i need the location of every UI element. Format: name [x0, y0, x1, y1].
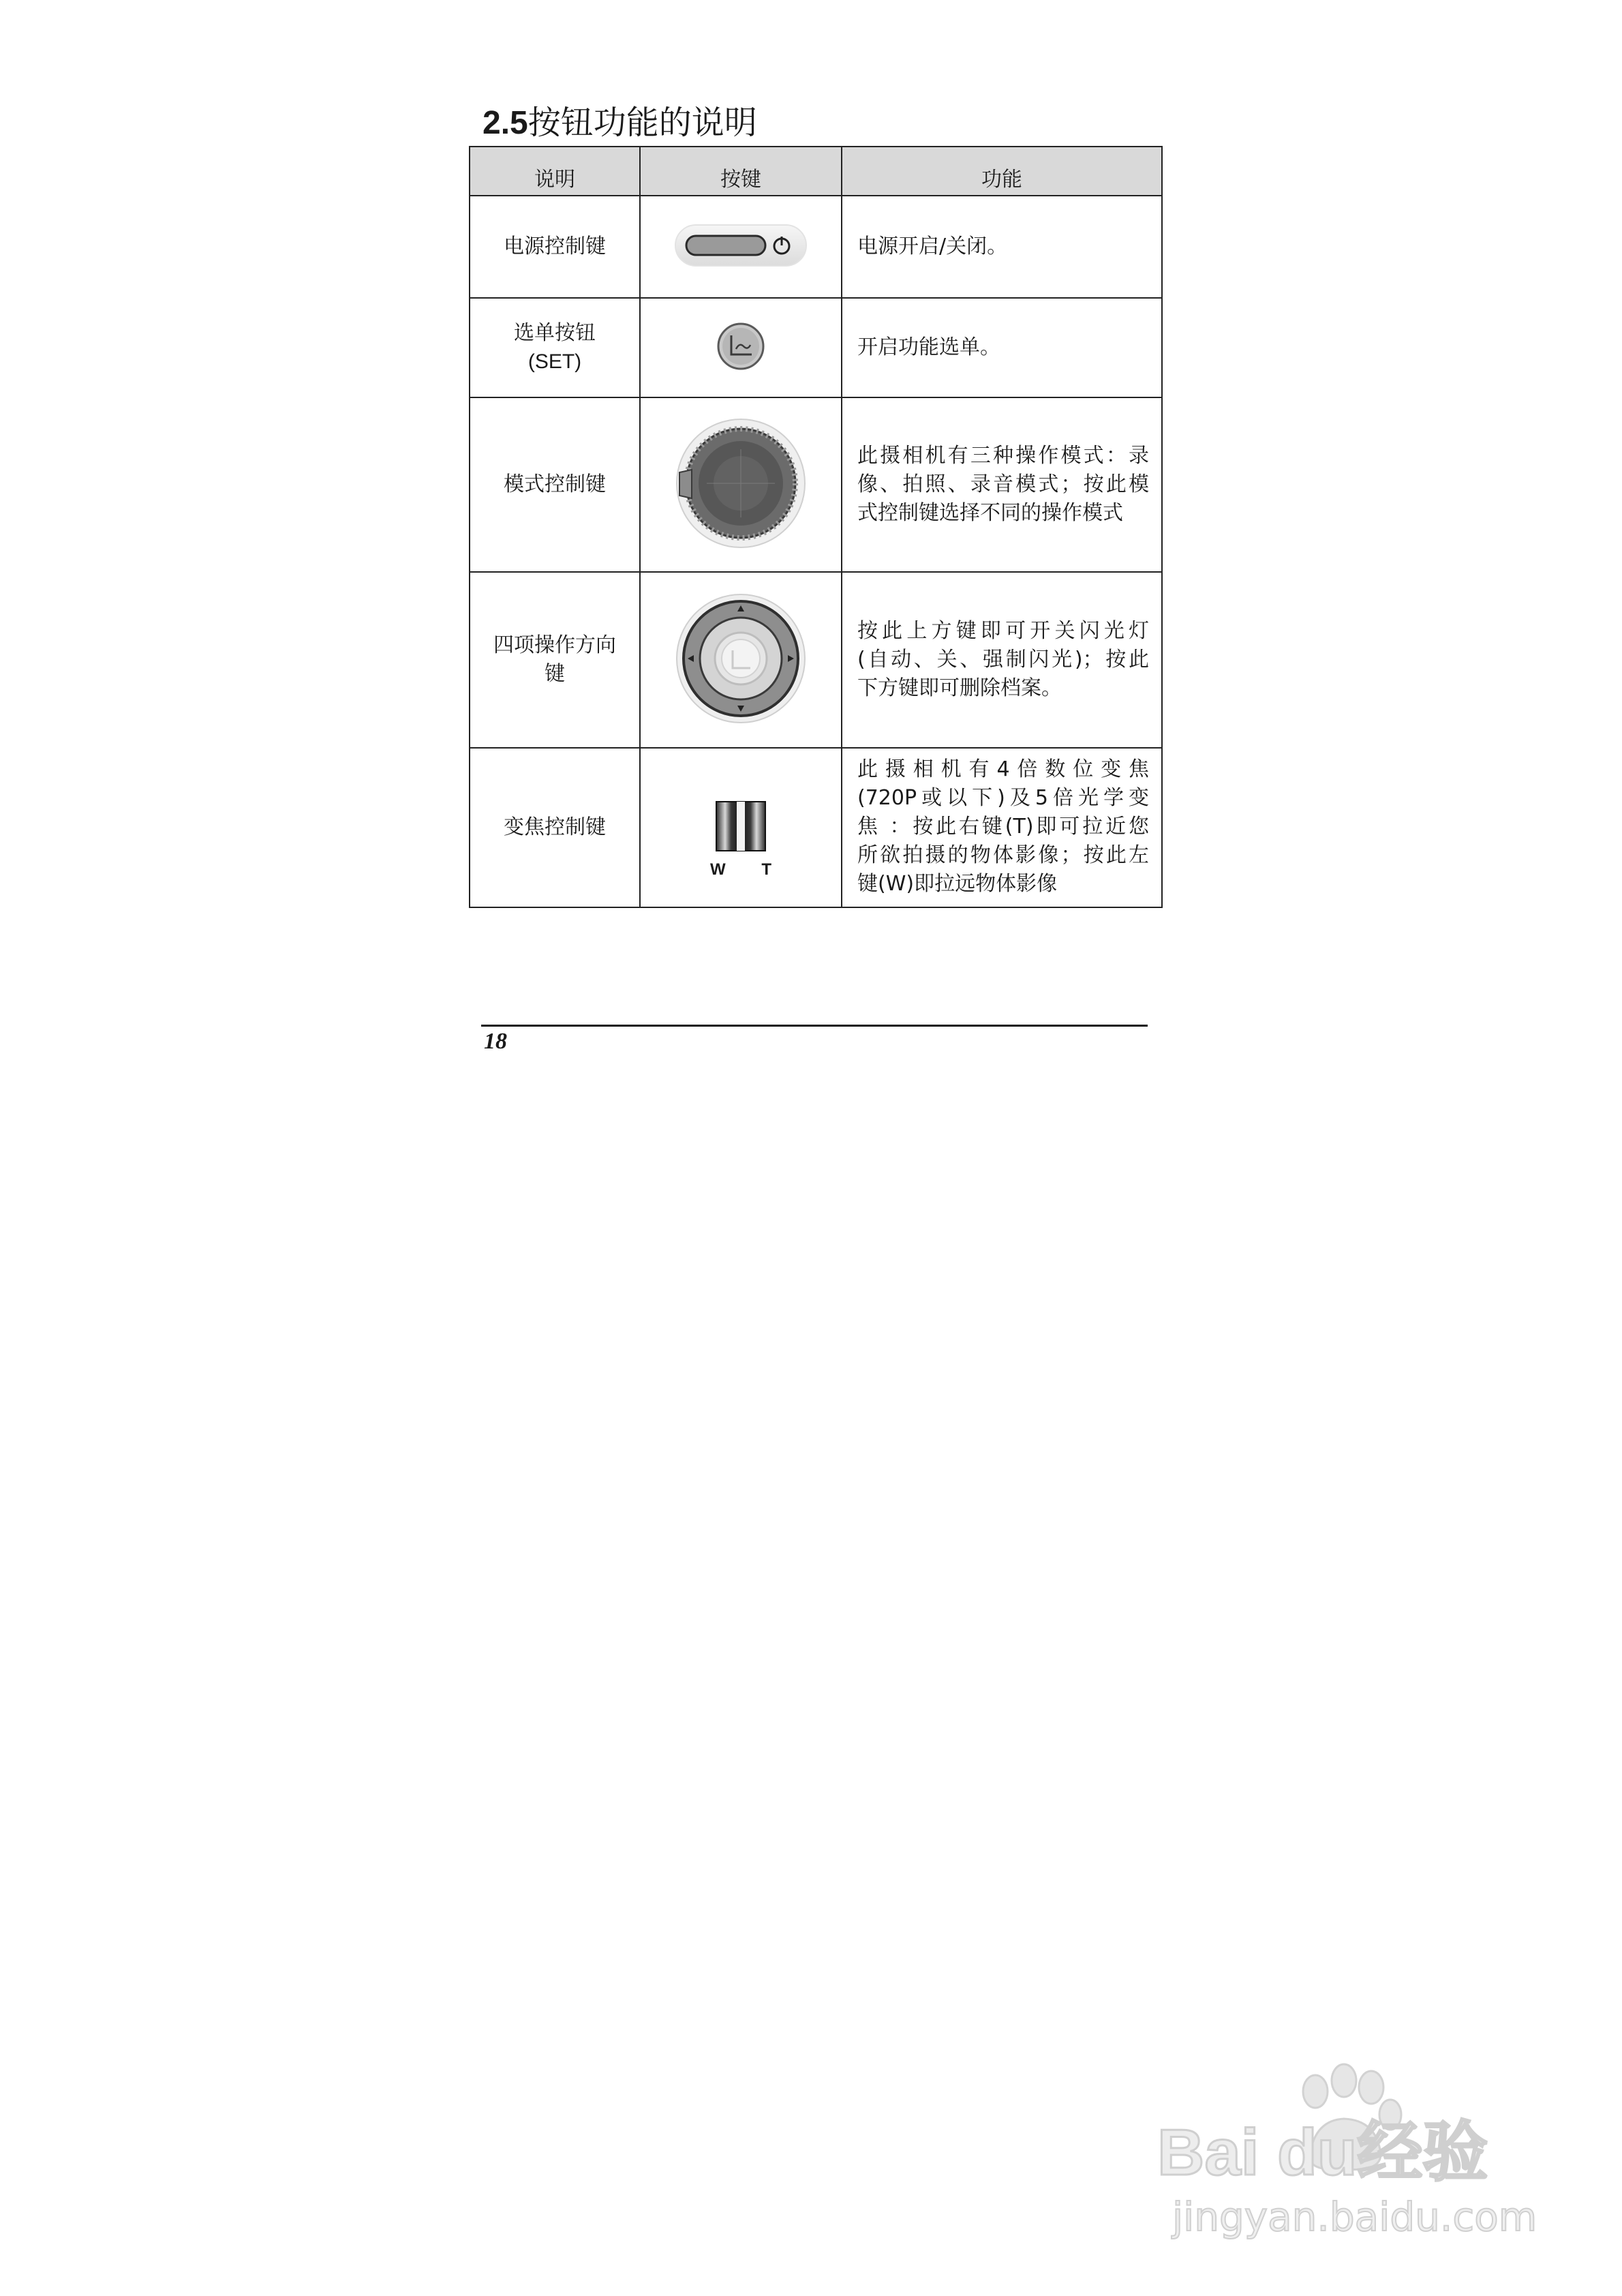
watermark-brand: Bai du经验 [1157, 2116, 1488, 2189]
button-cell [640, 196, 842, 298]
header-button: 按键 [640, 147, 842, 196]
power-button-icon [673, 218, 809, 273]
table-row [470, 397, 1162, 572]
zoom-control [703, 776, 778, 879]
mode-dial-icon [673, 415, 809, 552]
row-name [470, 196, 640, 298]
function-line: 开启功能选单。 [857, 335, 1000, 359]
row-name [470, 298, 640, 397]
section-title: 按钮功能的说明 [527, 104, 757, 142]
row-name-line: 选单按钮 [514, 321, 596, 345]
zoom-labels [703, 856, 778, 879]
zoom-rocker-icon [714, 799, 768, 854]
function-line: 所欲拍摄的物体影像；按此左 [857, 843, 1149, 867]
watermark-url: jingyan.baidu.com [1172, 2194, 1537, 2240]
menu-set-button-icon [714, 319, 768, 374]
table-row [470, 572, 1162, 748]
function-line: (720P或以下)及5倍光学变 [857, 786, 1149, 810]
table-row [470, 196, 1162, 298]
row-name-line: 变焦控制键 [504, 815, 606, 839]
section-number: 2.5 [483, 105, 528, 141]
row-name-line: 电源控制键 [504, 235, 606, 258]
row-name-line: (SET) [527, 350, 582, 373]
row-name [470, 748, 640, 907]
function-line: 按此上方键即可开关闪光灯 [857, 619, 1149, 643]
function-line: 式控制键选择不同的操作模式 [857, 501, 1123, 525]
button-function-table [469, 146, 1163, 908]
button-cell [640, 748, 842, 907]
function-line: 电源开启/关闭。 [857, 235, 1008, 258]
row-name-line: 四项操作方向 [493, 633, 616, 657]
row-name [470, 397, 640, 572]
zoom-tele-label: T [761, 860, 771, 879]
button-cell [640, 298, 842, 397]
footer-rule [481, 1025, 1148, 1027]
table-header-row [470, 147, 1162, 196]
zoom-wide-label: W [710, 860, 726, 879]
four-way-direction-pad-icon [673, 590, 809, 727]
header-description: 说明 [470, 147, 640, 196]
function-line: 像、拍照、录音模式；按此模 [857, 472, 1149, 496]
row-function [842, 196, 1162, 298]
function-line: 此摄相机有三种操作模式：录 [857, 444, 1149, 468]
button-cell [640, 397, 842, 572]
section-heading [483, 99, 757, 147]
row-name [470, 572, 640, 748]
row-function [842, 748, 1162, 907]
function-line: 下方键即可删除档案。 [857, 676, 1062, 700]
row-function [842, 572, 1162, 748]
button-cell [640, 572, 842, 748]
row-name-line: 键 [545, 662, 565, 686]
table-row [470, 298, 1162, 397]
function-line: 键(W)即拉远物体影像 [857, 872, 1058, 896]
row-function [842, 397, 1162, 572]
row-function [842, 298, 1162, 397]
function-line: (自动、关、强制闪光)；按此 [857, 648, 1149, 671]
header-function: 功能 [842, 147, 1162, 196]
baidu-jingyan-watermark [1152, 2052, 1561, 2250]
row-name-line: 模式控制键 [504, 472, 606, 496]
function-line: 此摄相机有4倍数位变焦 [857, 757, 1149, 781]
page-number: 18 [484, 1029, 507, 1054]
table-row [470, 748, 1162, 907]
function-line: 焦 ：按此右键(T)即可拉近您 [857, 815, 1149, 839]
